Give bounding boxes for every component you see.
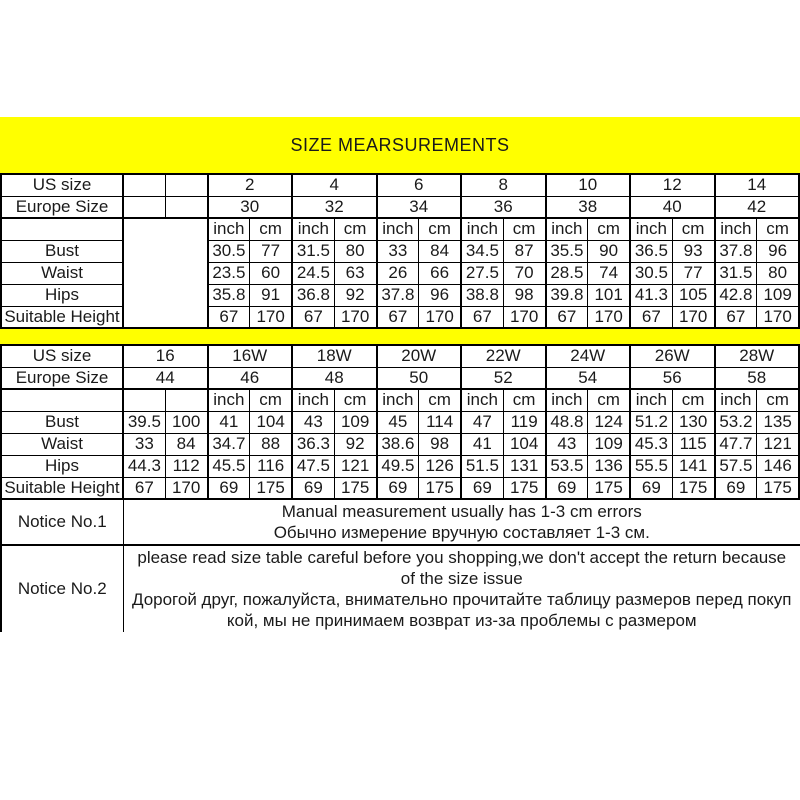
unit-cell: inch [292,389,334,411]
size-cell: 32 [292,196,377,218]
measure-cell: 63 [334,262,376,284]
measure-cell: 112 [165,455,207,477]
unit-cell: cm [419,218,461,240]
notice-section [0,500,800,632]
measure-cell: 80 [757,262,799,284]
table-row [1,367,799,389]
size-cell: 52 [461,367,546,389]
size-cell: 28W [715,345,800,367]
measure-cell: 60 [250,262,292,284]
measure-cell: 36.3 [292,433,334,455]
measure-cell: 33 [123,433,165,455]
size-cell: 46 [208,367,293,389]
notice-text [123,545,800,632]
measure-cell: 92 [334,433,376,455]
notice-line: please read size table careful before you shopping,we don't accept the return because [137,548,787,567]
blank-cell [165,389,207,411]
size-cell: 22W [461,345,546,367]
measure-cell: 34.5 [461,240,503,262]
unit-cell: inch [208,389,250,411]
measure-cell: 175 [672,477,714,499]
size-cell: 54 [546,367,631,389]
measure-cell: 38.8 [461,284,503,306]
blank-cell [165,196,207,218]
measure-cell: 67 [546,306,588,328]
measure-cell: 43 [292,411,334,433]
size-cell: 38 [546,196,631,218]
size-cell: 44 [123,367,208,389]
size-cell: 34 [377,196,462,218]
blank-cell [123,174,165,196]
measure-cell: 27.5 [461,262,503,284]
yellow-divider [0,329,800,344]
measure-cell: 31.5 [715,262,757,284]
measure-cell: 141 [672,455,714,477]
measure-cell: 49.5 [377,455,419,477]
measure-cell: 67 [292,306,334,328]
measure-cell: 69 [715,477,757,499]
unit-cell: cm [588,218,630,240]
measure-cell: 98 [419,433,461,455]
unit-cell: inch [630,218,672,240]
measure-cell: 104 [503,433,545,455]
measure-cell: 100 [165,411,207,433]
table-row [1,262,799,284]
measure-cell: 57.5 [715,455,757,477]
measure-cell: 35.5 [546,240,588,262]
size-table-regular [0,173,800,329]
measure-cell: 69 [546,477,588,499]
measure-cell: 51.5 [461,455,503,477]
measure-cell: 67 [377,306,419,328]
unit-cell: cm [250,218,292,240]
table-row [1,174,799,196]
size-cell: 14 [715,174,800,196]
measure-cell: 42.8 [715,284,757,306]
row-label: Waist [1,262,123,284]
measure-cell: 69 [292,477,334,499]
measure-cell: 43 [546,433,588,455]
table-row [1,196,799,218]
measure-cell: 146 [757,455,799,477]
measure-cell: 67 [630,306,672,328]
measure-cell: 47.7 [715,433,757,455]
measure-cell: 93 [672,240,714,262]
row-label [1,218,123,240]
notice-text [123,500,800,545]
measure-cell: 47.5 [292,455,334,477]
measure-cell: 130 [672,411,714,433]
unit-cell: inch [377,218,419,240]
measure-cell: 121 [334,455,376,477]
measure-cell: 66 [419,262,461,284]
measure-cell: 44.3 [123,455,165,477]
row-label: Waist [1,433,123,455]
measure-cell: 24.5 [292,262,334,284]
measure-cell: 175 [250,477,292,499]
measure-cell: 28.5 [546,262,588,284]
size-cell: 16W [208,345,293,367]
unit-cell: cm [757,389,799,411]
blank-cell [123,196,165,218]
table-row [1,411,799,433]
row-label: Europe Size [1,367,123,389]
measure-cell: 26 [377,262,419,284]
table-row [1,240,799,262]
size-cell: 58 [715,367,800,389]
measure-cell: 30.5 [208,240,250,262]
measure-cell: 175 [588,477,630,499]
measure-cell: 119 [503,411,545,433]
measure-cell: 38.6 [377,433,419,455]
unit-cell: inch [461,218,503,240]
measure-cell: 84 [419,240,461,262]
size-cell: 16 [123,345,208,367]
measure-cell: 131 [503,455,545,477]
unit-cell: cm [588,389,630,411]
measure-cell: 69 [461,477,503,499]
unit-cell: cm [672,389,714,411]
measure-cell: 31.5 [292,240,334,262]
measure-cell: 109 [334,411,376,433]
size-cell: 6 [377,174,462,196]
unit-cell: cm [419,389,461,411]
title-banner [0,117,800,173]
measure-cell: 114 [419,411,461,433]
measure-cell: 45.5 [208,455,250,477]
row-label: Hips [1,284,123,306]
notice-label: Notice No.1 [1,500,123,545]
size-cell: 56 [630,367,715,389]
measure-cell: 115 [672,433,714,455]
measure-cell: 67 [461,306,503,328]
measure-cell: 175 [334,477,376,499]
notice-line: Manual measurement usually has 1-3 cm errors [281,502,642,521]
measure-cell: 41 [208,411,250,433]
measure-cell: 34.7 [208,433,250,455]
measure-cell: 170 [588,306,630,328]
measure-cell: 170 [165,477,207,499]
measure-cell: 33 [377,240,419,262]
measure-cell: 124 [588,411,630,433]
measure-cell: 36.5 [630,240,672,262]
merged-blank-cell [123,218,208,328]
row-label: Europe Size [1,196,123,218]
size-cell: 2 [208,174,293,196]
measure-cell: 87 [503,240,545,262]
measure-cell: 116 [250,455,292,477]
size-cell: 4 [292,174,377,196]
blank-cell [123,389,165,411]
measure-cell: 37.8 [715,240,757,262]
row-label: Suitable Height [1,477,123,499]
unit-cell: inch [630,389,672,411]
measure-cell: 45 [377,411,419,433]
unit-cell: inch [461,389,503,411]
unit-cell: cm [250,389,292,411]
measure-cell: 48.8 [546,411,588,433]
notice-line: Обычно измерение вручную составляет 1-3 см. [273,523,650,542]
measure-cell: 80 [334,240,376,262]
unit-cell: inch [292,218,334,240]
measure-cell: 51.2 [630,411,672,433]
notice-line: Дорогой друг, пожалуйста, внимательно прочитайте таблицу размеров перед покуп [131,590,792,609]
table-row [1,218,799,240]
row-label: US size [1,345,123,367]
measure-cell: 104 [250,411,292,433]
measure-cell: 67 [123,477,165,499]
notice-label: Notice No.2 [1,545,123,632]
measure-cell: 53.5 [546,455,588,477]
measure-cell: 170 [334,306,376,328]
size-cell: 24W [546,345,631,367]
notice-row [1,500,800,545]
measure-cell: 30.5 [630,262,672,284]
measure-cell: 92 [334,284,376,306]
unit-cell: cm [334,218,376,240]
measure-cell: 88 [250,433,292,455]
measure-cell: 70 [503,262,545,284]
measure-cell: 47 [461,411,503,433]
size-cell: 36 [461,196,546,218]
row-label: Bust [1,240,123,262]
measure-cell: 98 [503,284,545,306]
measure-cell: 91 [250,284,292,306]
page-title: SIZE MEARSUREMENTS [290,134,510,155]
size-cell: 20W [377,345,462,367]
size-table-plus [0,344,800,500]
measure-cell: 53.2 [715,411,757,433]
measure-cell: 170 [250,306,292,328]
measure-cell: 45.3 [630,433,672,455]
unit-cell: cm [334,389,376,411]
size-cell: 8 [461,174,546,196]
measure-cell: 69 [377,477,419,499]
measure-cell: 136 [588,455,630,477]
unit-cell: inch [546,389,588,411]
size-cell: 48 [292,367,377,389]
unit-cell: inch [208,218,250,240]
measure-cell: 175 [419,477,461,499]
table-row [1,284,799,306]
measure-cell: 67 [208,306,250,328]
size-cell: 50 [377,367,462,389]
measure-cell: 109 [588,433,630,455]
notice-row [1,545,800,632]
measure-cell: 135 [757,411,799,433]
unit-cell: cm [757,218,799,240]
size-cell: 10 [546,174,631,196]
measure-cell: 36.8 [292,284,334,306]
measure-cell: 105 [672,284,714,306]
size-cell: 30 [208,196,293,218]
measure-cell: 35.8 [208,284,250,306]
size-cell: 42 [715,196,800,218]
measure-cell: 109 [757,284,799,306]
measure-cell: 41.3 [630,284,672,306]
measure-cell: 67 [715,306,757,328]
unit-cell: cm [503,389,545,411]
row-label: Bust [1,411,123,433]
measure-cell: 170 [672,306,714,328]
row-label: US size [1,174,123,196]
measure-cell: 69 [630,477,672,499]
row-label: Hips [1,455,123,477]
unit-cell: inch [715,389,757,411]
measure-cell: 37.8 [377,284,419,306]
measure-cell: 23.5 [208,262,250,284]
measure-cell: 170 [503,306,545,328]
table-row [1,477,799,499]
measure-cell: 175 [757,477,799,499]
blank-cell [165,174,207,196]
measure-cell: 170 [757,306,799,328]
size-cell: 12 [630,174,715,196]
row-label: Suitable Height [1,306,123,328]
measure-cell: 69 [208,477,250,499]
measure-cell: 175 [503,477,545,499]
unit-cell: inch [546,218,588,240]
measure-cell: 101 [588,284,630,306]
unit-cell: cm [672,218,714,240]
measure-cell: 77 [672,262,714,284]
measure-cell: 84 [165,433,207,455]
measure-cell: 39.5 [123,411,165,433]
measure-cell: 96 [419,284,461,306]
size-cell: 26W [630,345,715,367]
notice-line: кой, мы не принимаем возврат из-за проблемы с размером [226,611,697,630]
unit-cell: inch [715,218,757,240]
measure-cell: 126 [419,455,461,477]
row-label [1,389,123,411]
measure-cell: 55.5 [630,455,672,477]
table-row [1,345,799,367]
measure-cell: 96 [757,240,799,262]
table-row [1,433,799,455]
size-cell: 18W [292,345,377,367]
measure-cell: 170 [419,306,461,328]
measure-cell: 74 [588,262,630,284]
measure-cell: 39.8 [546,284,588,306]
size-cell: 40 [630,196,715,218]
table-row [1,389,799,411]
measure-cell: 77 [250,240,292,262]
measure-cell: 121 [757,433,799,455]
measure-cell: 90 [588,240,630,262]
table-row [1,455,799,477]
unit-cell: cm [503,218,545,240]
measure-cell: 41 [461,433,503,455]
table-row [1,306,799,328]
unit-cell: inch [377,389,419,411]
notice-line: of the size issue [400,569,523,588]
